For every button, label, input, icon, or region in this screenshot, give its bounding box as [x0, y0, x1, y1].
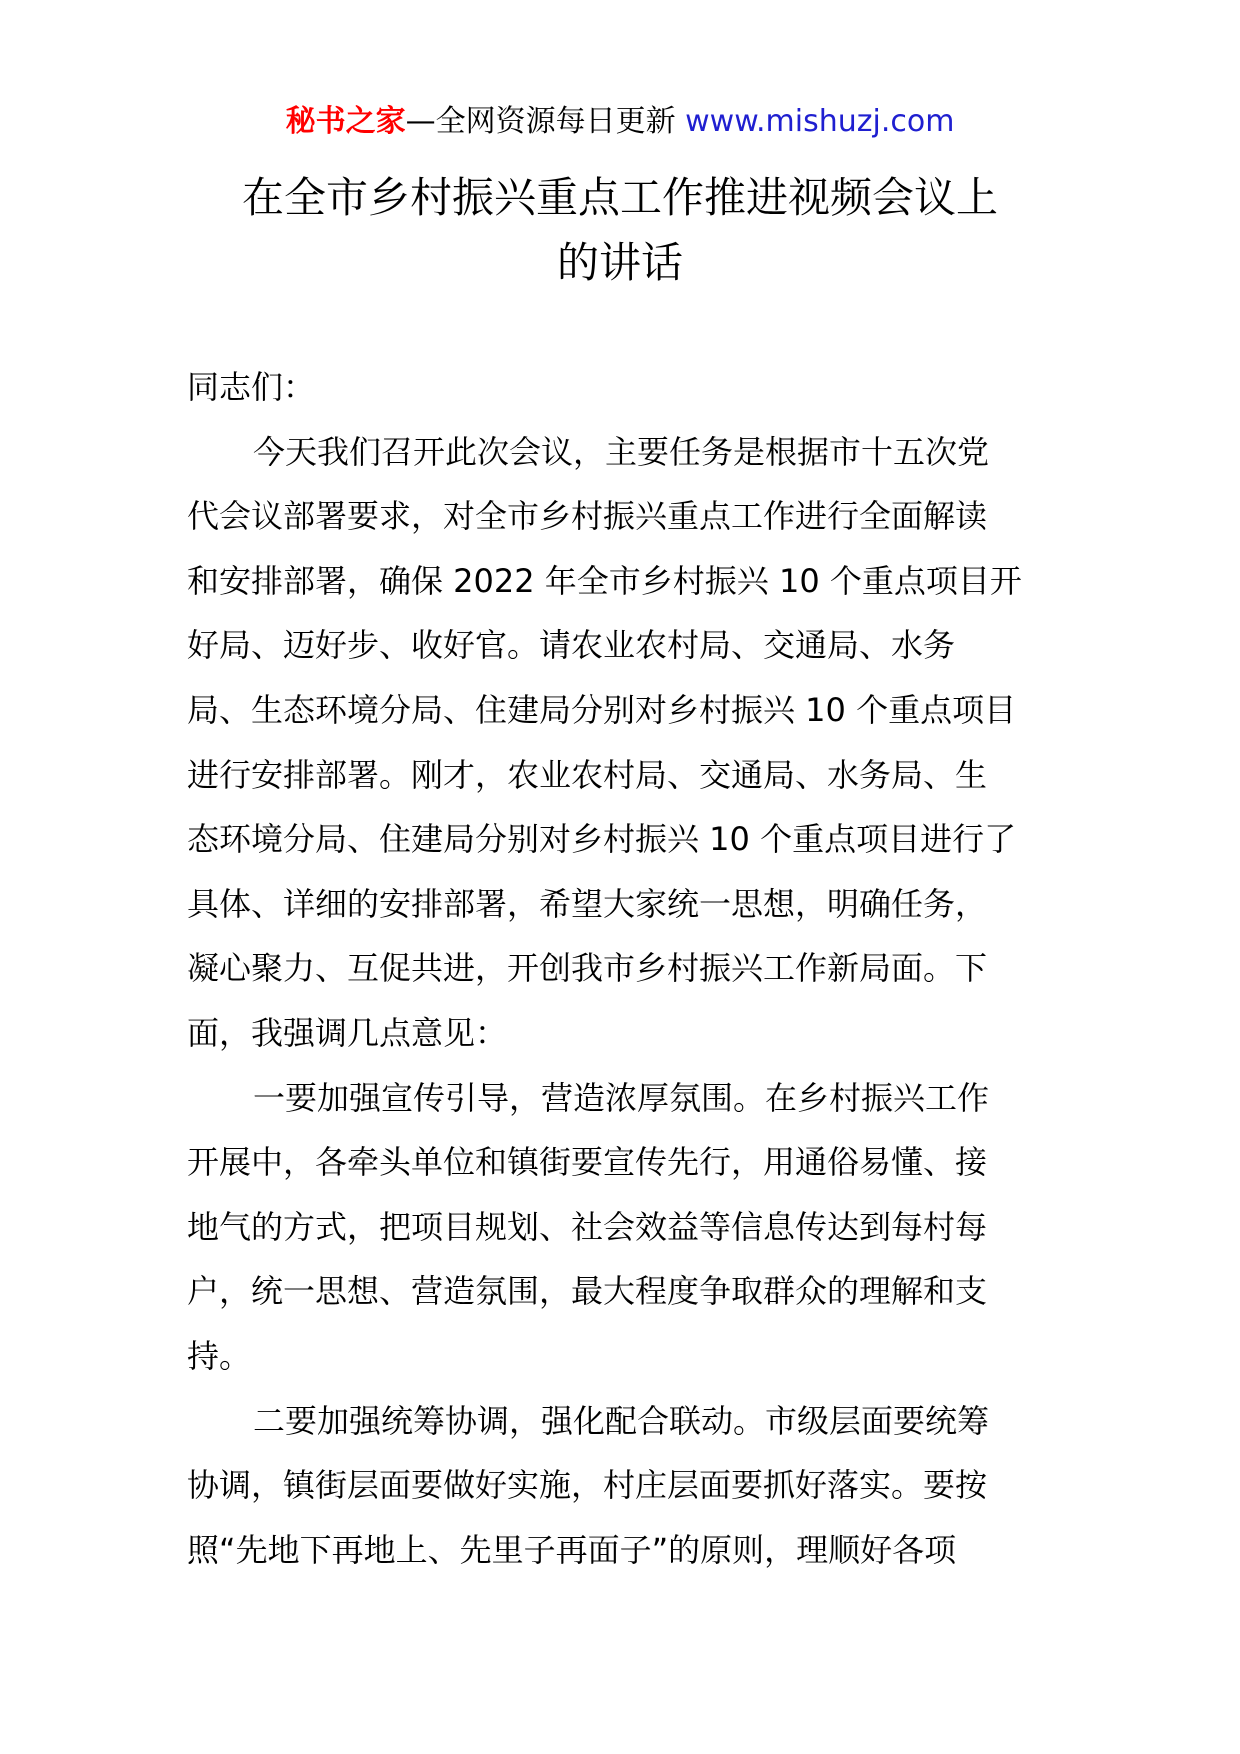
site-banner	[0, 100, 1240, 144]
paragraph-line: 局、生态环境分局、住建局分别对乡村振兴 10 个重点项目	[187, 690, 1017, 729]
paragraph-line: 二要加强统筹协调，强化配合联动。市级层面要统筹	[253, 1401, 990, 1440]
title-line-2: 的讲话	[556, 238, 683, 287]
paragraph-line: 照“先地下再地上、先里子再面子”的原则，理顺好各项	[187, 1530, 957, 1569]
brand-slogan: —全网资源每日更新	[405, 104, 676, 139]
paragraph-line: 一要加强宣传引导，营造浓厚氛围。在乡村振兴工作	[253, 1078, 990, 1117]
paragraph-line: 今天我们召开此次会议，主要任务是根据市十五次党	[253, 432, 990, 471]
paragraph-line: 好局、迈好步、收好官。请农业农村局、交通局、水务	[187, 626, 956, 665]
paragraph-line: 具体、详细的安排部署，希望大家统一思想，明确任务，	[187, 884, 988, 923]
paragraph-line: 地气的方式，把项目规划、社会效益等信息传达到每村每	[187, 1207, 988, 1246]
paragraph-line: 代会议部署要求，对全市乡村振兴重点工作进行全面解读	[187, 497, 988, 536]
document-title	[190, 165, 1050, 295]
paragraph-line: 和安排部署，确保 2022 年全市乡村振兴 10 个重点项目开	[187, 561, 1022, 600]
paragraph-line: 凝心聚力、互促共进，开创我市乡村振兴工作新局面。下	[187, 949, 988, 988]
paragraph-line: 面，我强调几点意见：	[187, 1013, 508, 1052]
paragraph-line: 进行安排部署。刚才，农业农村局、交通局、水务局、生	[187, 755, 988, 794]
site-url-link[interactable]: www.mishuzj.com	[685, 104, 955, 139]
speech-body	[187, 355, 1057, 1582]
title-line-1: 在全市乡村振兴重点工作推进视频会议上	[241, 173, 998, 222]
paragraph-line: 户，统一思想、营造氛围，最大程度争取群众的理解和支	[187, 1272, 988, 1311]
paragraph-line: 协调，镇街层面要做好实施，村庄层面要抓好落实。要按	[187, 1466, 988, 1505]
brand-name: 秘书之家	[285, 104, 406, 139]
paragraph-line: 态环境分局、住建局分别对乡村振兴 10 个重点项目进行了	[187, 820, 1017, 859]
salutation: 同志们：	[187, 368, 316, 406]
paragraph-line: 持。	[187, 1336, 252, 1375]
paragraph-line: 开展中，各牵头单位和镇街要宣传先行，用通俗易懂、接	[187, 1143, 988, 1182]
